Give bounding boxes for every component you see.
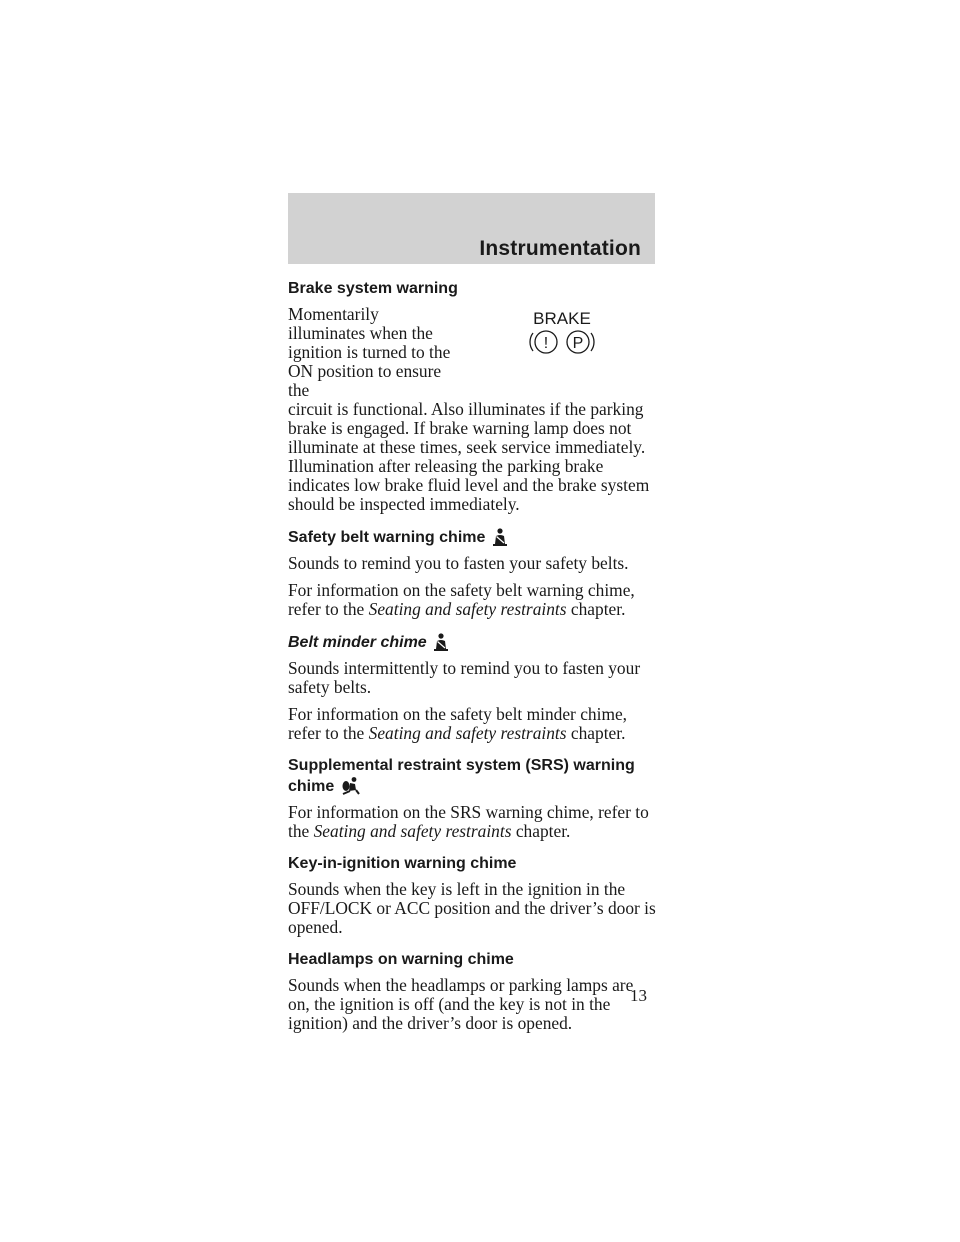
key-in-ignition-p1: Sounds when the key is left in the ignition in the OFF/LOCK or ACC position and the driver’s door is opened. xyxy=(288,879,656,937)
page-content xyxy=(288,279,656,1041)
srs-heading-line2-text: chime xyxy=(288,778,335,795)
srs-heading-line1: Supplemental restraint system (SRS) warning xyxy=(288,757,635,774)
brake-icon-p: P xyxy=(572,335,584,352)
brake-section xyxy=(288,279,656,514)
belt-minder-heading xyxy=(288,632,656,653)
safety-belt-p2-ref: Seating and safety restraints xyxy=(368,599,567,619)
safety-belt-p2-post: chapter. xyxy=(566,599,626,619)
headlamps-p1: Sounds when the headlamps or parking lamps are on, the ignition is off (and the key is not in the ignition) and the driver’s door is opened. xyxy=(288,975,634,1033)
seatbelt-icon xyxy=(492,527,508,547)
belt-minder-heading-text: Belt minder chime xyxy=(288,634,427,651)
belt-minder-section xyxy=(288,632,656,743)
headlamps-section xyxy=(288,950,656,1033)
brake-warning-icon xyxy=(522,309,602,357)
belt-minder-p2-pre: For information on the safety belt minder chime, refer to the xyxy=(288,704,628,743)
srs-heading-line2 xyxy=(288,776,656,797)
safety-belt-p2 xyxy=(288,581,656,619)
srs-p1-ref: Seating and safety restraints xyxy=(313,821,512,841)
safety-belt-p1: Sounds to remind you to fasten your safety belts. xyxy=(288,553,629,573)
brake-body-wide: circuit is functional. Also illuminates if the parking brake is engaged. If brake warning lamp does not illuminate at these times, seek service immediately. Illumination after releasing the parking brake indicates low brake fluid level and the brake system should be inspected immediately. xyxy=(288,399,650,514)
brake-icon-label: BRAKE xyxy=(533,309,591,328)
brake-body-narrow: Momentarily illuminates when the ignition is turned to the ON position to ensure the xyxy=(288,304,451,400)
key-in-ignition-section xyxy=(288,854,656,937)
section-header-band xyxy=(288,193,655,264)
airbag-icon xyxy=(341,776,361,796)
brake-icon-exclamation: ! xyxy=(543,335,549,352)
srs-p1-pre: For information on the SRS warning chime, refer to the xyxy=(288,802,649,841)
section-title: Instrumentation xyxy=(479,237,641,260)
srs-p1 xyxy=(288,803,656,841)
safety-belt-p2-pre: For information on the safety belt warning chime, refer to the xyxy=(288,580,635,619)
safety-belt-section xyxy=(288,527,656,619)
srs-p1-post: chapter. xyxy=(511,821,571,841)
key-in-ignition-heading: Key-in-ignition warning chime xyxy=(288,855,517,872)
safety-belt-heading xyxy=(288,527,656,548)
headlamps-heading: Headlamps on warning chime xyxy=(288,951,514,968)
page-number: 13 xyxy=(630,986,647,1005)
srs-section xyxy=(288,756,656,841)
belt-minder-p2-post: chapter. xyxy=(566,723,626,743)
seatbelt-icon xyxy=(433,632,449,652)
belt-minder-p2 xyxy=(288,705,656,743)
safety-belt-heading-text: Safety belt warning chime xyxy=(288,529,486,546)
belt-minder-p1: Sounds intermittently to remind you to fasten your safety belts. xyxy=(288,658,641,697)
brake-heading: Brake system warning xyxy=(288,280,458,297)
belt-minder-p2-ref: Seating and safety restraints xyxy=(368,723,567,743)
